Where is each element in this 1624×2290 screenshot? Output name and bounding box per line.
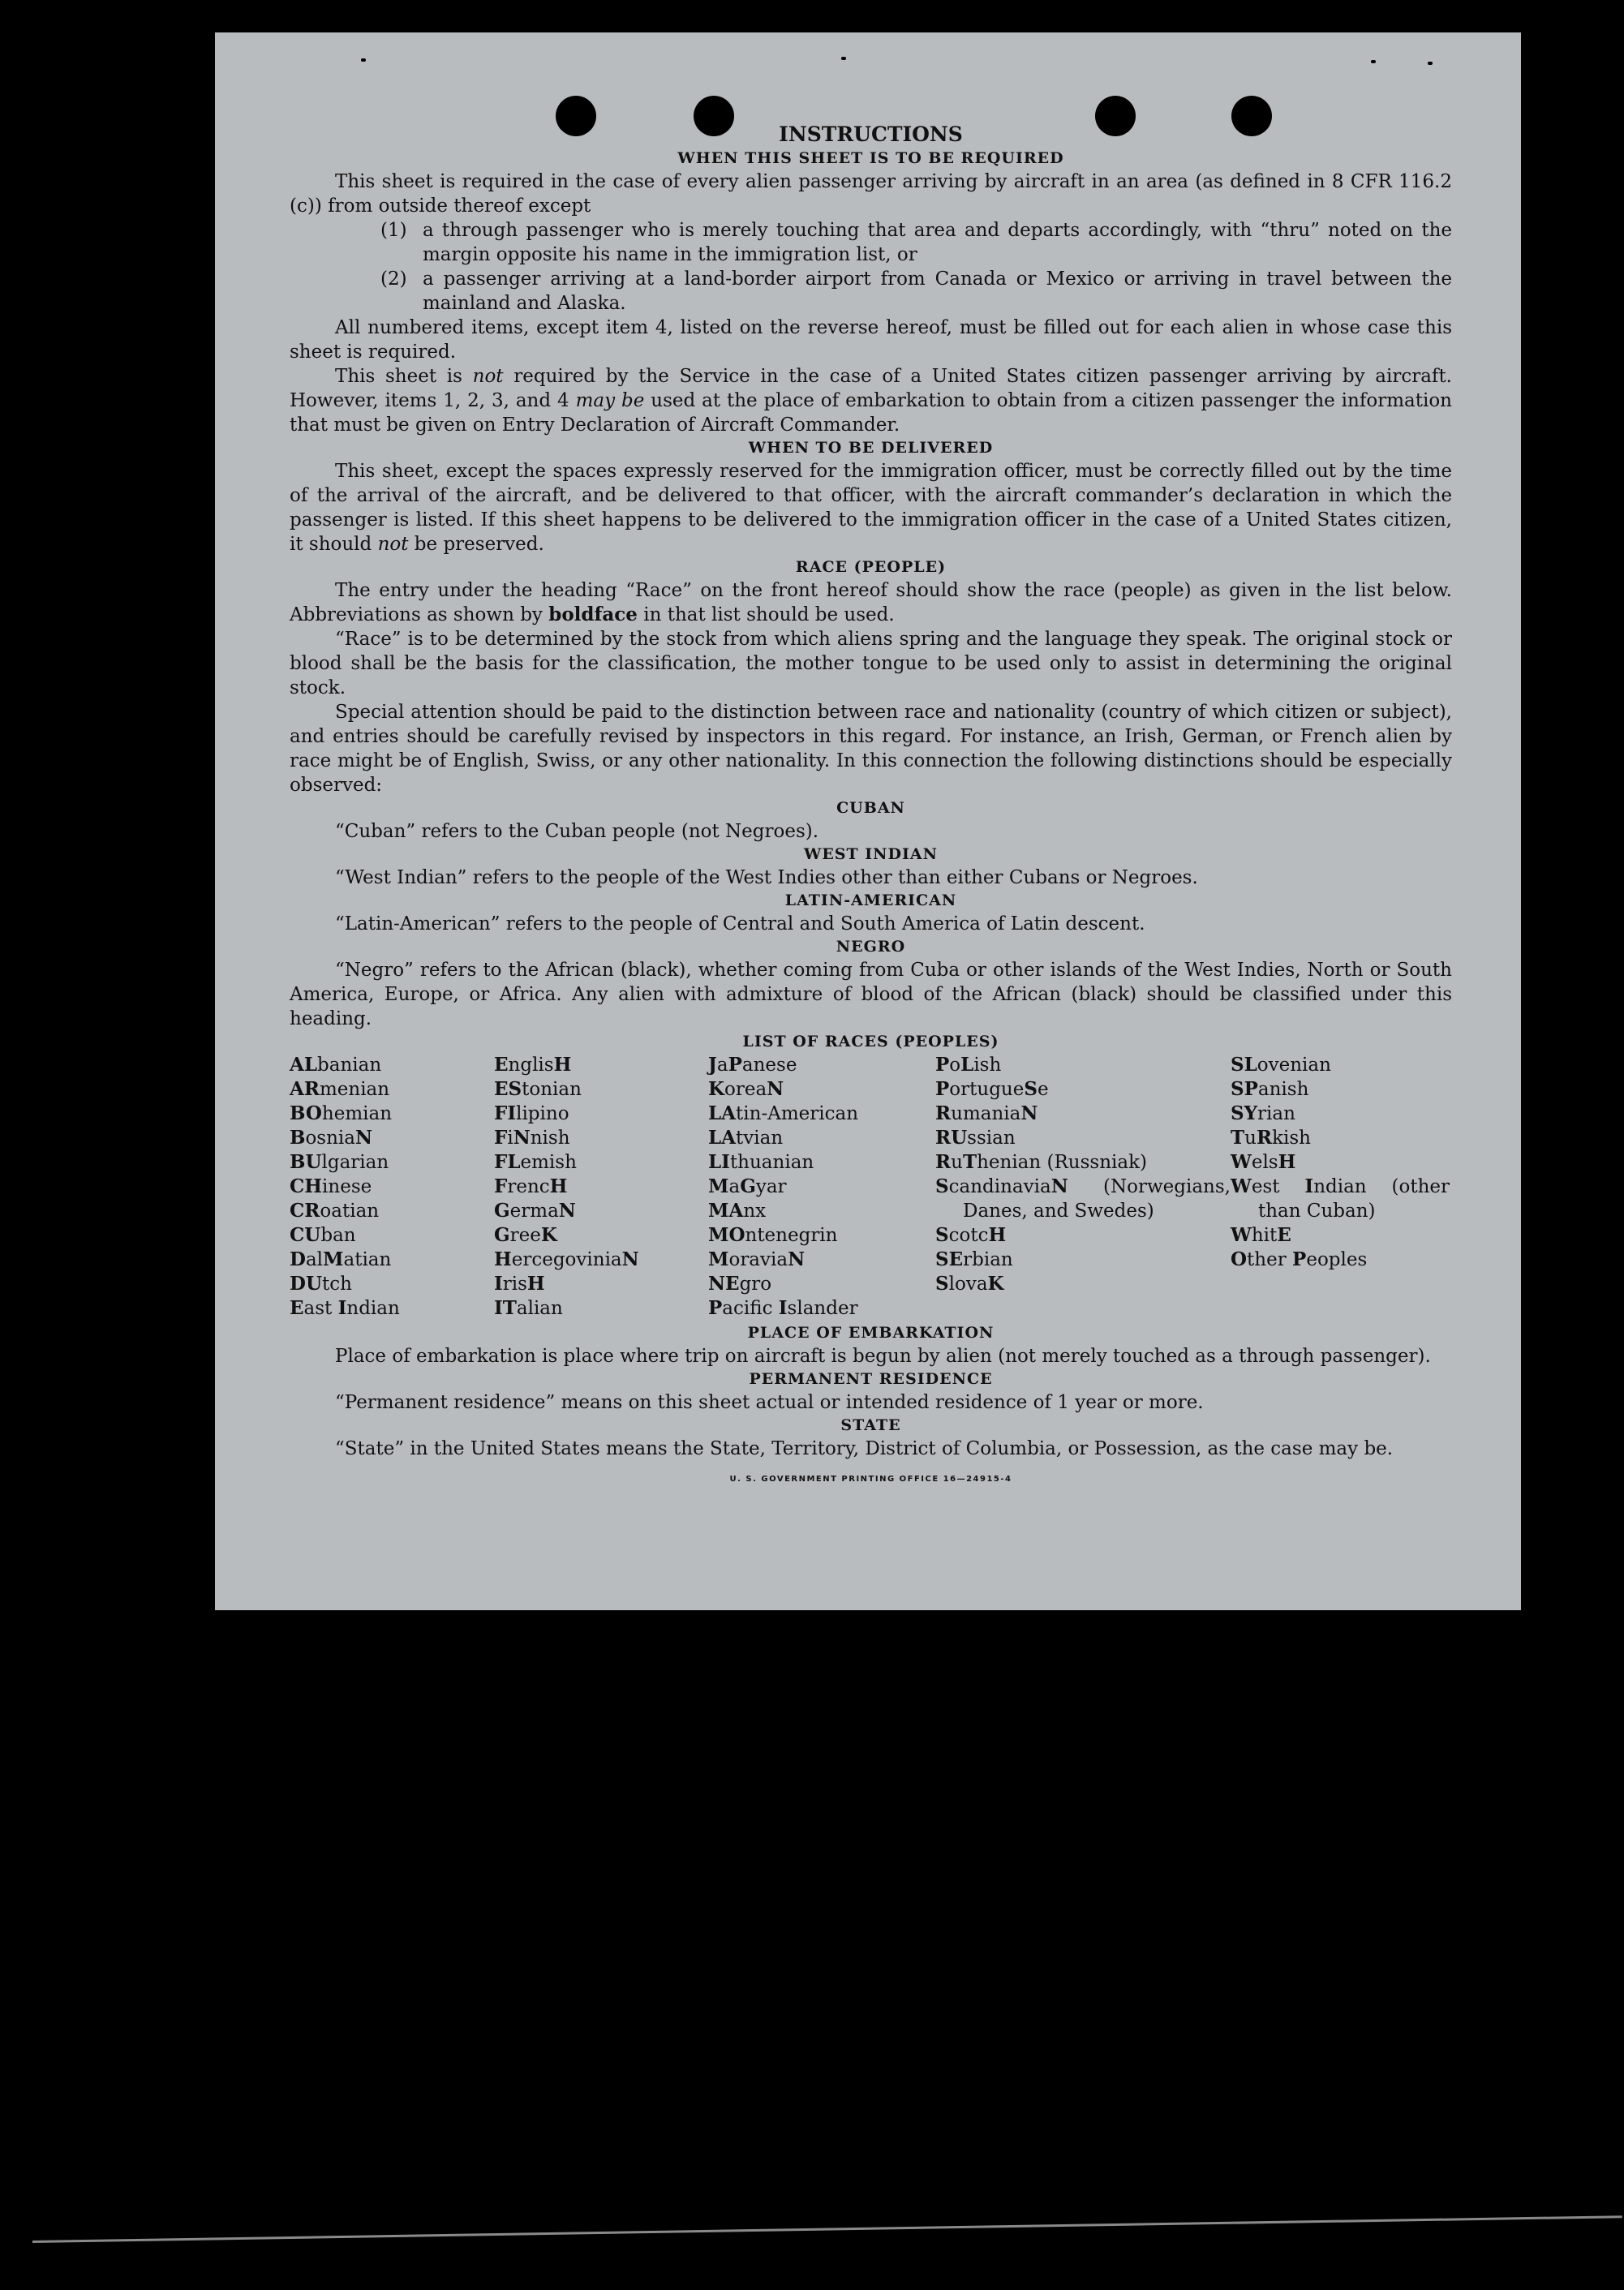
race-abbrev: N [621, 1248, 639, 1270]
race-abbrev: F [494, 1127, 508, 1149]
race-entry [1231, 1175, 1450, 1223]
paragraph: Place of embarkation is place where trip on aircraft is begun by alien (not merely touched as a through passenger). [335, 1346, 1431, 1367]
race-entry [708, 1296, 935, 1321]
race-rest: ortugue [949, 1079, 1025, 1100]
race-column [1231, 1053, 1450, 1321]
section-heading: WEST INDIAN [803, 845, 939, 863]
race-entry [494, 1296, 708, 1321]
race-abbrev: I [1304, 1175, 1314, 1197]
speck [1428, 62, 1433, 65]
race-rest: ban [320, 1225, 356, 1246]
race-entry [494, 1126, 708, 1150]
race-abbrev: BU [290, 1151, 322, 1173]
race-rest: emish [520, 1152, 577, 1173]
race-entry [494, 1053, 708, 1077]
race-rest: ercegovinia [511, 1249, 622, 1270]
race-abbrev: S [935, 1224, 949, 1246]
race-entry [494, 1199, 708, 1223]
race-entry [290, 1272, 494, 1296]
race-abbrev: RU [935, 1127, 968, 1149]
race-entry [290, 1296, 494, 1321]
section-heading: CUBAN [836, 799, 905, 817]
race-rest: ther [1247, 1249, 1293, 1270]
race-rest: al [305, 1249, 324, 1270]
race-entry [708, 1150, 935, 1175]
race-abbrev: H [549, 1175, 568, 1197]
race-abbrev: DU [290, 1273, 323, 1295]
section-heading: LIST OF RACES (PEOPLES) [742, 1033, 999, 1050]
race-rest: anese [741, 1055, 797, 1076]
document-sheet [215, 32, 1521, 1610]
race-rest: nglis [508, 1055, 554, 1076]
paragraph: “West Indian” refers to the people of the West Indies other than either Cubans or Negroes. [335, 867, 1198, 888]
race-abbrev: N [788, 1248, 806, 1270]
race-rest: gro [739, 1274, 772, 1295]
race-rest: rian [1257, 1103, 1295, 1124]
race-abbrev: O [1231, 1248, 1248, 1270]
section-heading: RACE (PEOPLE) [795, 558, 947, 576]
race-entry [290, 1199, 494, 1223]
race-rest: ris [502, 1274, 527, 1295]
printer-imprint: U. S. GOVERNMENT PRINTING OFFICE 16—24915-4 [729, 1475, 1012, 1484]
race-rest: banian [317, 1055, 382, 1076]
list-item [380, 267, 1452, 316]
race-abbrev: S [1024, 1078, 1038, 1100]
race-entry [708, 1199, 935, 1223]
race-entry [494, 1102, 708, 1126]
race-abbrev: N [558, 1200, 576, 1222]
race-abbrev: P [935, 1054, 950, 1076]
race-rest: ast [303, 1298, 338, 1319]
race-rest: o [949, 1055, 961, 1076]
race-rest: renc [507, 1176, 550, 1197]
race-entry [935, 1175, 1231, 1223]
race-column [708, 1053, 935, 1321]
race-entry [708, 1223, 935, 1248]
race-abbrev: ES [494, 1078, 522, 1100]
race-rest: ntenegrin [745, 1225, 838, 1246]
race-abbrev: SP [1231, 1078, 1258, 1100]
race-abbrev: E [494, 1054, 509, 1076]
race-rest: anish [1257, 1079, 1309, 1100]
race-rest: ndian [346, 1298, 400, 1319]
race-abbrev: H [553, 1054, 572, 1076]
race-entry [935, 1053, 1231, 1077]
paragraph: “State” in the United States means the State, Territory, District of Columbia, or Possession, as the case may be. [335, 1438, 1394, 1459]
race-rest: eoples [1306, 1249, 1368, 1270]
paragraph [290, 459, 1452, 556]
paragraph [290, 578, 1452, 627]
race-abbrev: E [290, 1297, 304, 1319]
race-entry [708, 1126, 935, 1150]
race-rest: acific [722, 1298, 779, 1319]
race-entry [1231, 1126, 1450, 1150]
race-entry [1231, 1248, 1450, 1272]
race-abbrev: T [1231, 1127, 1245, 1149]
race-abbrev: E [1277, 1224, 1291, 1246]
race-entry [935, 1102, 1231, 1126]
race-rest: (Norwegians, Danes, and Swedes) [963, 1176, 1231, 1222]
race-abbrev: N [767, 1078, 784, 1100]
paragraph: “Race” is to be determined by the stock from which aliens spring and the language they speak. The original stock or blood shall be the basis for the classification, the mother tongue to be used only to assist in determining the original stock. [290, 629, 1452, 698]
race-entry [290, 1077, 494, 1102]
race-rest: alian [516, 1298, 563, 1319]
race-abbrev: W [1231, 1151, 1252, 1173]
race-abbrev: LI [708, 1151, 730, 1173]
race-abbrev: R [935, 1151, 952, 1173]
race-abbrev: FL [494, 1151, 521, 1173]
race-rest: umania [951, 1103, 1021, 1124]
race-rest: menian [319, 1079, 390, 1100]
race-abbrev: H [494, 1248, 512, 1270]
speck [841, 57, 846, 60]
race-rest: nish [530, 1128, 570, 1149]
race-entry [290, 1053, 494, 1077]
paragraph [290, 364, 1452, 437]
race-rest: a [728, 1176, 741, 1197]
race-abbrev: H [988, 1224, 1007, 1246]
paragraph: “Latin-American” refers to the people of Central and South America of Latin descent. [335, 913, 1145, 934]
race-abbrev: B [290, 1127, 306, 1149]
section-heading: PERMANENT RESIDENCE [749, 1370, 993, 1388]
italic-run: may be [575, 390, 645, 411]
race-abbrev: L [960, 1054, 974, 1076]
race-entry [708, 1102, 935, 1126]
race-rest: hemian [321, 1103, 393, 1124]
item-number: (1) [380, 220, 407, 241]
race-entry [935, 1248, 1231, 1272]
section-heading: WHEN TO BE DELIVERED [748, 439, 994, 457]
race-rest: oatian [320, 1201, 380, 1222]
section-heading: STATE [840, 1416, 901, 1434]
race-entry [290, 1102, 494, 1126]
race-entry [708, 1175, 935, 1199]
race-rest: orea [724, 1079, 767, 1100]
race-entry [935, 1126, 1231, 1150]
race-abbrev: G [494, 1200, 510, 1222]
italic-run: not [377, 534, 409, 555]
race-rest: nx [743, 1201, 767, 1222]
race-rest: a [716, 1055, 728, 1076]
race-entry [494, 1150, 708, 1175]
race-rest: ish [973, 1055, 1002, 1076]
race-abbrev: I [337, 1297, 347, 1319]
race-rest: cotc [948, 1225, 989, 1246]
section-heading: NEGRO [836, 938, 906, 956]
section-heading: LATIN-AMERICAN [784, 892, 957, 909]
race-rest: ree [509, 1225, 541, 1246]
race-abbrev: N [1050, 1175, 1068, 1197]
race-abbrev: BO [290, 1102, 322, 1124]
race-entry [290, 1175, 494, 1199]
race-abbrev: M [323, 1248, 344, 1270]
item-text: a passenger arriving at a land-border airport from Canada or Mexico or arriving in travel between the mainland and Alaska. [423, 269, 1452, 314]
race-abbrev: AR [290, 1078, 320, 1100]
race-rest: slander [787, 1298, 858, 1319]
race-abbrev: R [1256, 1127, 1273, 1149]
race-entry [494, 1077, 708, 1102]
bold-run: boldface [548, 604, 638, 625]
race-entry [494, 1175, 708, 1199]
race-abbrev: D [290, 1248, 306, 1270]
race-abbrev: N [355, 1127, 373, 1149]
paragraph: “Negro” refers to the African (black), whether coming from Cuba or other islands of the West Indies, North or South America, Europe, or Africa. Any alien with admixture of blood of the African (black) should be classified under this heading. [290, 960, 1452, 1029]
race-abbrev: W [1231, 1224, 1252, 1246]
paragraph: “Cuban” refers to the Cuban people (not Negroes). [335, 821, 819, 842]
race-rest: erma [509, 1201, 559, 1222]
race-abbrev: M [708, 1175, 729, 1197]
race-abbrev: AL [290, 1054, 318, 1076]
list-item [380, 218, 1452, 267]
race-abbrev: CR [290, 1200, 320, 1222]
race-rest: ndian (other than Cuban) [1258, 1176, 1450, 1222]
race-entry [935, 1272, 1231, 1296]
race-abbrev: N [513, 1127, 531, 1149]
race-abbrev: I [494, 1273, 503, 1295]
race-abbrev: F [494, 1175, 508, 1197]
race-entry [1231, 1223, 1450, 1248]
race-entry [935, 1150, 1231, 1175]
race-abbrev: P [708, 1297, 723, 1319]
text-run: The entry under the heading “Race” on the front hereof should show the race (people) as given in the list below. Abbreviations as shown by [290, 580, 1452, 625]
race-rest: hit [1251, 1225, 1278, 1246]
race-entry [290, 1248, 494, 1272]
race-abbrev: H [526, 1273, 545, 1295]
race-entry [935, 1223, 1231, 1248]
race-abbrev: CU [290, 1224, 321, 1246]
race-entry [708, 1248, 935, 1272]
race-abbrev: NE [708, 1273, 740, 1295]
race-abbrev: T [962, 1151, 977, 1173]
race-abbrev: SY [1231, 1102, 1258, 1124]
race-entry [290, 1150, 494, 1175]
text-run: used at the place of embarkation to obtain from a citizen passenger the information that must be given on Entry Declaration of Aircraft Commander. [290, 390, 1452, 436]
race-rest: i [507, 1128, 513, 1149]
race-entry [290, 1126, 494, 1150]
paragraph: Special attention should be paid to the distinction between race and nationality (country of which citizen or subject), and entries should be carefully revised by inspectors in this regard. For instance, an Irish, German, or French alien by race might be of English, Swiss, or any other nationality. In this connection the following distinctions should be especially observed: [290, 702, 1452, 796]
race-entry [494, 1223, 708, 1248]
text-run: in that list should be used. [637, 604, 895, 625]
race-abbrev: P [728, 1054, 742, 1076]
speck [361, 58, 366, 62]
race-rest: u [951, 1152, 963, 1173]
race-abbrev: K [987, 1273, 1004, 1295]
race-rest: inese [322, 1176, 372, 1197]
race-rest: henian (Russniak) [977, 1152, 1148, 1173]
race-abbrev: G [494, 1224, 510, 1246]
race-abbrev: IT [494, 1297, 517, 1319]
race-entry [1231, 1053, 1450, 1077]
race-rest: els [1251, 1152, 1278, 1173]
race-abbrev: K [540, 1224, 557, 1246]
race-abbrev: FI [494, 1102, 517, 1124]
race-rest: ssian [967, 1128, 1016, 1149]
race-rest: u [1244, 1128, 1257, 1149]
race-rest: osnia [305, 1128, 355, 1149]
paragraph: This sheet is required in the case of every alien passenger arriving by aircraft in an area (as defined in 8 CFR 116.2 (c)) from outside thereof except [290, 171, 1452, 217]
race-entry [708, 1272, 935, 1296]
race-rest: ovenian [1257, 1055, 1331, 1076]
scan-streak [32, 2215, 1622, 2243]
race-abbrev: MA [708, 1200, 744, 1222]
race-rest: rbian [963, 1249, 1013, 1270]
race-rest: tonian [522, 1079, 582, 1100]
race-entry [935, 1077, 1231, 1102]
race-entry [708, 1053, 935, 1077]
race-abbrev: SE [935, 1248, 964, 1270]
race-abbrev: LA [708, 1102, 737, 1124]
text-run: This sheet is [335, 366, 473, 387]
race-rest: lgarian [321, 1152, 389, 1173]
race-abbrev: G [740, 1175, 756, 1197]
paragraph: “Permanent residence” means on this sheet actual or intended residence of 1 year or more. [335, 1392, 1204, 1413]
text-run: required by the Service in the case of a United States citizen passenger arriving by aircraft. However, items 1, 2, 3, and 4 [290, 366, 1452, 411]
italic-run: not [472, 366, 504, 387]
race-entry [1231, 1077, 1450, 1102]
race-abbrev: SL [1231, 1054, 1257, 1076]
race-abbrev: J [708, 1054, 717, 1076]
race-rest: tvian [736, 1128, 784, 1149]
race-rest: kish [1272, 1128, 1311, 1149]
race-rest: est [1251, 1176, 1305, 1197]
race-abbrev: S [935, 1175, 949, 1197]
race-abbrev: CH [290, 1175, 323, 1197]
race-abbrev: M [708, 1248, 729, 1270]
race-rest: atian [343, 1249, 392, 1270]
race-rest: lova [948, 1274, 988, 1295]
instructions-body [290, 122, 1452, 1492]
race-abbrev: LA [708, 1127, 737, 1149]
race-abbrev: P [1292, 1248, 1307, 1270]
race-list [290, 1053, 1452, 1321]
race-rest: thuanian [729, 1152, 814, 1173]
race-column [494, 1053, 708, 1321]
race-abbrev: K [708, 1078, 724, 1100]
race-entry [494, 1248, 708, 1272]
race-rest: tch [322, 1274, 352, 1295]
race-abbrev: P [935, 1078, 950, 1100]
race-rest: e [1037, 1079, 1049, 1100]
race-column [290, 1053, 494, 1321]
race-entry [1231, 1150, 1450, 1175]
race-entry [494, 1272, 708, 1296]
race-abbrev: S [935, 1273, 949, 1295]
text-run: This sheet, except the spaces expressly reserved for the immigration officer, must be correctly filled out by the time of the arrival of the aircraft, and be delivered to that officer, with the aircraft commander’s declaration in which the passenger is listed. If this sheet happens to be delivered to the immigration officer in the case of a United States citizen, it should [290, 461, 1452, 555]
paragraph: All numbered items, except item 4, listed on the reverse hereof, must be filled out for each alien in whose case this sheet is required. [290, 317, 1452, 363]
race-rest: tin-American [736, 1103, 859, 1124]
race-abbrev: I [778, 1297, 788, 1319]
race-abbrev: W [1231, 1175, 1252, 1197]
section-heading: WHEN THIS SHEET IS TO BE REQUIRED [677, 149, 1064, 167]
race-entry [290, 1223, 494, 1248]
race-entry [1231, 1102, 1450, 1126]
race-rest: lipino [516, 1103, 569, 1124]
race-abbrev: H [1278, 1151, 1296, 1173]
race-abbrev: MO [708, 1224, 745, 1246]
speck [1371, 60, 1376, 63]
race-rest: candinavia [948, 1176, 1051, 1197]
race-entry [708, 1077, 935, 1102]
text-run: be preserved. [408, 534, 544, 555]
race-column [935, 1053, 1231, 1321]
race-rest: yar [755, 1176, 787, 1197]
race-rest: oravia [728, 1249, 788, 1270]
race-abbrev: R [935, 1102, 952, 1124]
section-heading: PLACE OF EMBARKATION [747, 1324, 995, 1342]
item-number: (2) [380, 269, 407, 290]
race-abbrev: N [1020, 1102, 1038, 1124]
item-text: a through passenger who is merely touching that area and departs accordingly, with “thru” noted on the margin opposite his name in the immigration list, or [423, 220, 1452, 265]
page-title: INSTRUCTIONS [779, 122, 963, 146]
